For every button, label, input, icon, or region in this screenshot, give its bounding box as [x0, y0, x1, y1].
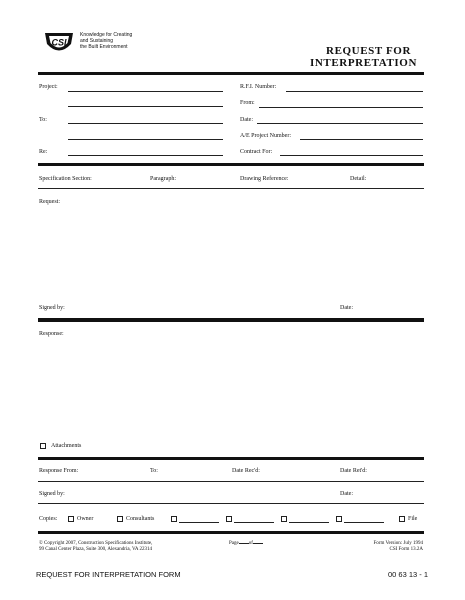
- copyright: [39, 541, 152, 553]
- consultants-label: Consultants: [126, 516, 155, 522]
- attachments-label: Attachments: [51, 443, 82, 449]
- to-line-1[interactable]: [68, 123, 223, 124]
- file-checkbox[interactable]: [399, 516, 405, 522]
- form-version: [374, 541, 424, 553]
- date-line[interactable]: [257, 123, 423, 124]
- owner-label: Owner: [77, 516, 94, 522]
- request-text-area[interactable]: [39, 208, 423, 300]
- date-recd-label: Date Rec'd:: [232, 468, 260, 474]
- from-label: From:: [240, 100, 255, 106]
- copy-checkbox-1[interactable]: [171, 516, 177, 522]
- response-to-label: To:: [150, 468, 158, 474]
- copyright-line-2: 99 Canal Center Plaza, Suite 300, Alexandria, VA 22314: [39, 547, 152, 552]
- copy-line-2[interactable]: [234, 522, 274, 523]
- copies-rule: [38, 531, 424, 534]
- response-from-rule: [38, 481, 424, 482]
- form-title: [310, 45, 417, 69]
- page-number: [229, 541, 263, 547]
- request-rule: [38, 318, 424, 322]
- re-label: Re:: [39, 149, 48, 155]
- csi-logo-icon: [42, 30, 76, 56]
- detail-label: Detail:: [350, 176, 367, 182]
- copyright-line-1: © Copyright 2007, Construction Specifications Institute,: [39, 541, 153, 546]
- file-label: File: [408, 516, 418, 522]
- page-total-blank[interactable]: [253, 543, 263, 544]
- spec-rule: [38, 188, 424, 189]
- copy-checkbox-2[interactable]: [226, 516, 232, 522]
- tagline: [80, 32, 132, 50]
- page-of: of: [248, 541, 253, 546]
- title-line-2: INTERPRETATION: [309, 57, 417, 69]
- project-line-2[interactable]: [68, 106, 223, 107]
- tagline-line-2: and Sustaining: [80, 38, 114, 44]
- csi-form-number: CSI Form 13.2A: [389, 547, 423, 552]
- consultants-checkbox[interactable]: [117, 516, 123, 522]
- footer-section-number: 00 63 13 - 1: [387, 570, 428, 579]
- tagline-line-3: the Built Environment: [80, 44, 128, 50]
- logo-text: CSI: [51, 37, 67, 48]
- rfi-number-label: R.F.I. Number:: [240, 84, 277, 90]
- attachments-checkbox[interactable]: [40, 443, 46, 449]
- form-version-line: Form Version: July 1994: [373, 541, 423, 546]
- owner-checkbox[interactable]: [68, 516, 74, 522]
- response-text-area[interactable]: [39, 340, 423, 438]
- copy-line-4[interactable]: [344, 522, 384, 523]
- response-date-label: Date:: [340, 491, 353, 497]
- from-line[interactable]: [259, 107, 423, 108]
- date-label: Date:: [240, 117, 253, 123]
- re-line[interactable]: [68, 155, 223, 156]
- copy-line-3[interactable]: [289, 522, 329, 523]
- ae-project-number-label: A/E Project Number:: [240, 133, 291, 139]
- project-label: Project:: [39, 84, 58, 90]
- copy-checkbox-3[interactable]: [281, 516, 287, 522]
- to-label: To:: [39, 117, 47, 123]
- fields-rule: [38, 163, 424, 166]
- header-rule: [38, 72, 424, 75]
- response-label: Response:: [39, 331, 64, 337]
- date-retd-label: Date Ret'd:: [340, 468, 367, 474]
- page-prefix: Page: [229, 541, 239, 546]
- response-signed-by-label: Signed by:: [39, 491, 65, 497]
- request-label: Request:: [39, 199, 60, 205]
- tagline-line-1: Knowledge for Creating: [80, 32, 133, 38]
- signed-rule: [38, 503, 424, 504]
- copy-line-1[interactable]: [179, 522, 219, 523]
- rfi-number-line[interactable]: [286, 91, 423, 92]
- to-line-2[interactable]: [68, 139, 223, 140]
- request-date-label: Date:: [340, 305, 353, 311]
- drawing-reference-label: Drawing Reference:: [240, 176, 289, 182]
- csi-logo: [42, 30, 76, 56]
- paragraph-label: Paragraph:: [150, 176, 176, 182]
- footer-form-name: REQUEST FOR INTERPRETATION FORM: [36, 570, 181, 579]
- copy-checkbox-4[interactable]: [336, 516, 342, 522]
- contract-for-label: Contract For:: [240, 149, 273, 155]
- contract-for-line[interactable]: [280, 155, 423, 156]
- project-line-1[interactable]: [68, 91, 223, 92]
- request-signed-by-label: Signed by:: [39, 305, 65, 311]
- specification-section-label: Specification Section:: [39, 176, 92, 182]
- page-number-blank[interactable]: [239, 543, 249, 544]
- response-rule: [38, 457, 424, 460]
- response-from-label: Response From:: [39, 468, 79, 474]
- ae-project-number-line[interactable]: [300, 139, 423, 140]
- copies-label: Copies:: [39, 516, 58, 522]
- title-line-1: REQUEST FOR: [326, 45, 411, 57]
